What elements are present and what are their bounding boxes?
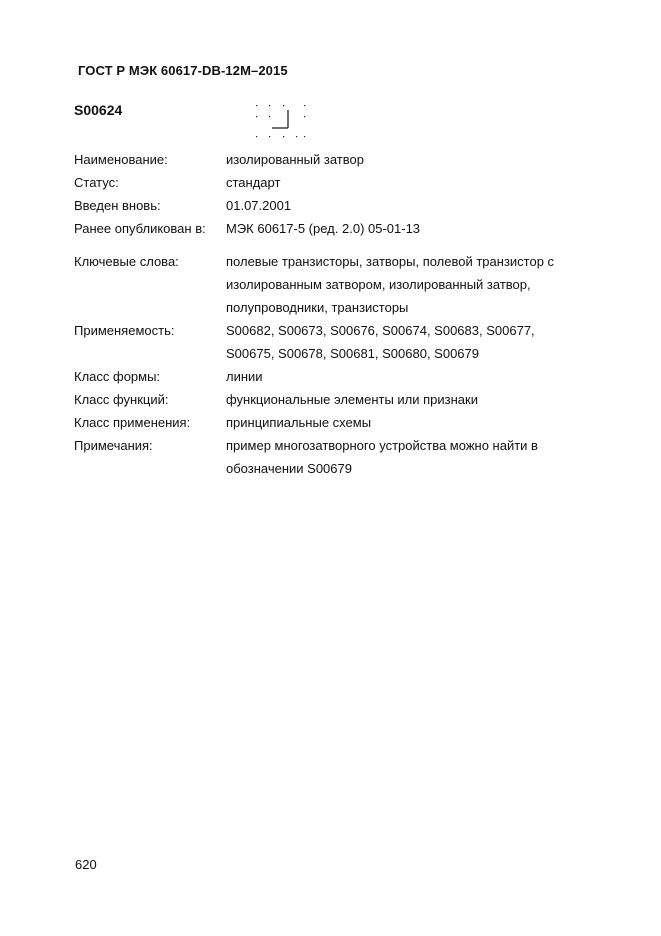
attribute-value-line: стандарт: [226, 175, 281, 190]
attribute-value: [226, 194, 576, 217]
attribute-label: Введен вновь:: [74, 198, 161, 213]
attribute-label: Класс функций:: [74, 392, 169, 407]
attribute-value-line: МЭК 60617-5 (ред. 2.0) 05-01-13: [226, 221, 421, 236]
attribute-value-line: 01.07.2001: [226, 198, 292, 213]
attribute-value-line: пример многозатворного устройства можно найти в: [226, 438, 538, 453]
attribute-value-line: изолированным затвором, изолированный затвор,: [226, 277, 531, 292]
attribute-value: [226, 411, 576, 434]
attribute-value-line: функциональные элементы или признаки: [226, 392, 478, 407]
attribute-label: Класс применения:: [74, 415, 191, 430]
document-header: ГОСТ Р МЭК 60617-DB-12M–2015: [78, 63, 288, 78]
attribute-value-line: S00682, S00673, S00676, S00674, S00683, S00677,: [226, 323, 535, 338]
attribute-label: Примечания:: [74, 438, 153, 453]
attribute-value: [226, 388, 576, 411]
attribute-value: [226, 319, 576, 365]
attribute-value-line: S00675, S00678, S00681, S00680, S00679: [226, 346, 479, 361]
attribute-value-line: полевые транзисторы, затворы, полевой транзистор с: [226, 254, 555, 269]
attribute-value: [226, 250, 576, 319]
page-number: 620: [75, 857, 97, 872]
attribute-label: Ключевые слова:: [74, 254, 179, 269]
attribute-value: [226, 148, 576, 171]
insulated-gate-symbol: [252, 100, 312, 144]
attribute-value-line: полупроводники, транзисторы: [226, 300, 409, 315]
attribute-value: [226, 171, 576, 194]
attribute-label: Статус:: [74, 175, 119, 190]
attribute-value-line: обозначении S00679: [226, 461, 352, 476]
attribute-value-line: принципиальные схемы: [226, 415, 372, 430]
attribute-label: Применяемость:: [74, 323, 175, 338]
attribute-value: [226, 434, 576, 480]
attribute-label: Наименование:: [74, 152, 168, 167]
attribute-value-line: изолированный затвор: [226, 152, 364, 167]
attribute-label: Ранее опубликован в:: [74, 221, 206, 236]
attribute-value: [226, 217, 576, 240]
symbol-code: S00624: [74, 102, 123, 118]
attribute-label: Класс формы:: [74, 369, 161, 384]
attribute-value-line: линии: [226, 369, 263, 384]
attribute-value: [226, 365, 576, 388]
